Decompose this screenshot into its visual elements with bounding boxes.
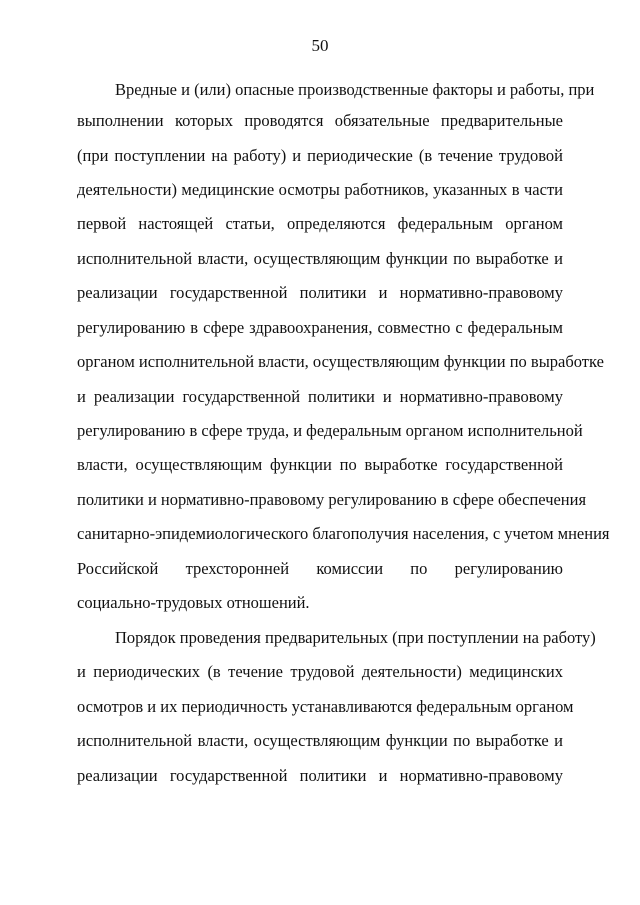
paragraph-2-line: осмотров и их периодичность устанавливаются федеральным органом [77,697,574,716]
paragraph-1-line: и реализации государственной политики и нормативно-правовому [77,387,563,406]
paragraph-1-line: социально-трудовых отношений. [77,593,310,612]
paragraph-1-line: выполнении которых проводятся обязательные предварительные [77,111,563,130]
paragraph-2-line: исполнительной власти, осуществляющим функции по выработке и [77,731,563,750]
paragraph-2-line: и периодических (в течение трудовой деятельности) медицинских [77,662,563,681]
paragraph-1-line: органом исполнительной власти, осуществляющим функции по выработке [77,352,604,371]
paragraph-1-line: первой настоящей статьи, определяются федеральным органом [77,214,563,233]
paragraph-1-line: реализации государственной политики и нормативно-правовому [77,283,563,302]
paragraph-1-line: власти, осуществляющим функции по выработке государственной [77,455,563,474]
paragraph-1-line: регулированию в сфере здравоохранения, совместно с федеральным [77,318,563,337]
paragraph-2-line: Порядок проведения предварительных (при поступлении на работу) [115,628,596,647]
paragraph-1-line: Российской трехсторонней комиссии по регулированию [77,559,563,578]
page-number: 50 [311,36,329,55]
paragraph-1-line: политики и нормативно-правовому регулированию в сфере обеспечения [77,490,587,509]
paragraph-1-line: санитарно-эпидемиологического благополучия населения, с учетом мнения [77,524,610,543]
paragraph-1-line: (при поступлении на работу) и периодические (в течение трудовой [77,146,563,165]
paragraph-1-line: деятельности) медицинские осмотры работников, указанных в части [77,180,563,199]
paragraph-2-line: реализации государственной политики и нормативно-правовому [77,766,563,785]
paragraph-1-line: исполнительной власти, осуществляющим функции по выработке и [77,249,563,268]
paragraph-1-line: Вредные и (или) опасные производственные факторы и работы, при [115,80,595,99]
paragraph-1-line: регулированию в сфере труда, и федеральным органом исполнительной [77,421,583,440]
